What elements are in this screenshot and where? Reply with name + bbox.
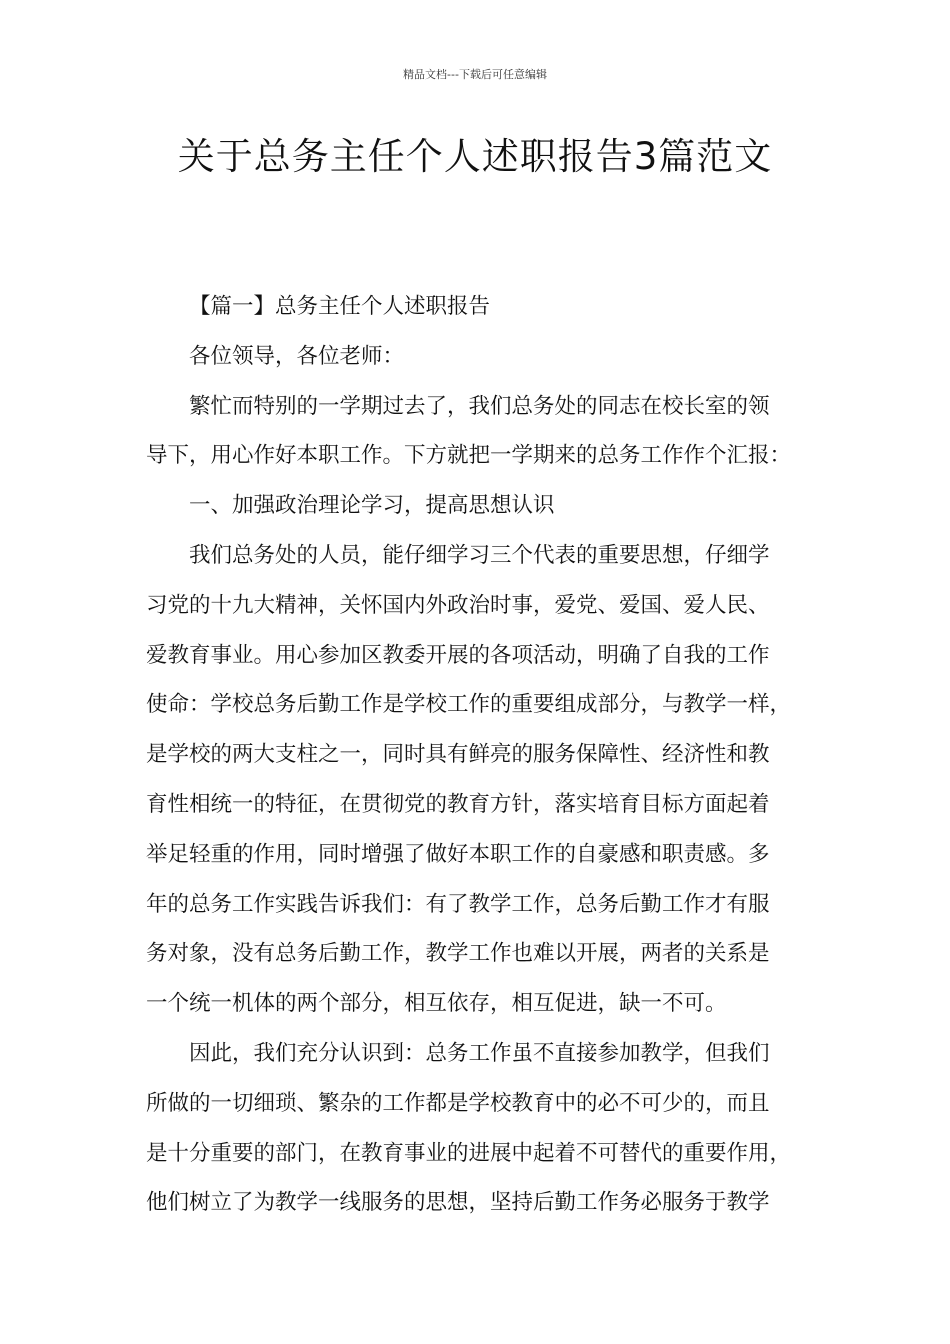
text-line: 我们总务处的人员，能仔细学习三个代表的重要思想，仔细学	[189, 542, 770, 568]
text-line: 繁忙而特别的一学期过去了，我们总务处的同志在校长室的领	[189, 393, 770, 419]
document-title: 关于总务主任个人述职报告3篇范文	[177, 135, 773, 178]
text-line: 务对象，没有总务后勤工作，教学工作也难以开展，两者的关系是	[146, 941, 770, 967]
text-line: 他们树立了为教学一线服务的思想，坚持后勤工作务必服务于教学	[146, 1190, 770, 1216]
text-line: 一个统一机体的两个部分，相互依存，相互促进，缺一不可。	[146, 991, 727, 1017]
subsection-heading: 一、加强政治理论学习，提高思想认识	[189, 493, 555, 519]
section-heading: 【篇一】总务主任个人述职报告	[189, 294, 491, 319]
text-line: 育性相统一的特征，在贯彻党的教育方针，落实培育目标方面起着	[146, 791, 770, 817]
text-line: 因此，我们充分认识到：总务工作虽不直接参加教学，但我们	[189, 1040, 770, 1066]
text-line: 举足轻重的作用，同时增强了做好本职工作的自豪感和职责感。多	[146, 841, 770, 867]
text-line: 导下，用心作好本职工作。下方就把一学期来的总务工作作个汇报：	[146, 443, 792, 469]
salutation: 各位领导，各位老师：	[189, 343, 405, 369]
header-note: 精品文档---下载后可任意编辑	[403, 68, 547, 81]
text-line: 爱教育事业。用心参加区教委开展的各项活动，明确了自我的工作	[146, 642, 770, 668]
text-line: 是学校的两大支柱之一，同时具有鲜亮的服务保障性、经济性和教	[146, 742, 770, 768]
text-line: 是十分重要的部门，在教育事业的进展中起着不可替代的重要作用，	[146, 1140, 792, 1166]
text-line: 使命：学校总务后勤工作是学校工作的重要组成部分，与教学一样，	[146, 692, 792, 718]
text-line: 所做的一切细琐、繁杂的工作都是学校教育中的必不可少的，而且	[146, 1090, 770, 1116]
text-line: 习党的十九大精神，关怀国内外政治时事，爱党、爱国、爱人民、	[146, 592, 770, 618]
text-line: 年的总务工作实践告诉我们：有了教学工作，总务后勤工作才有服	[146, 891, 770, 917]
document-body	[146, 282, 824, 1228]
